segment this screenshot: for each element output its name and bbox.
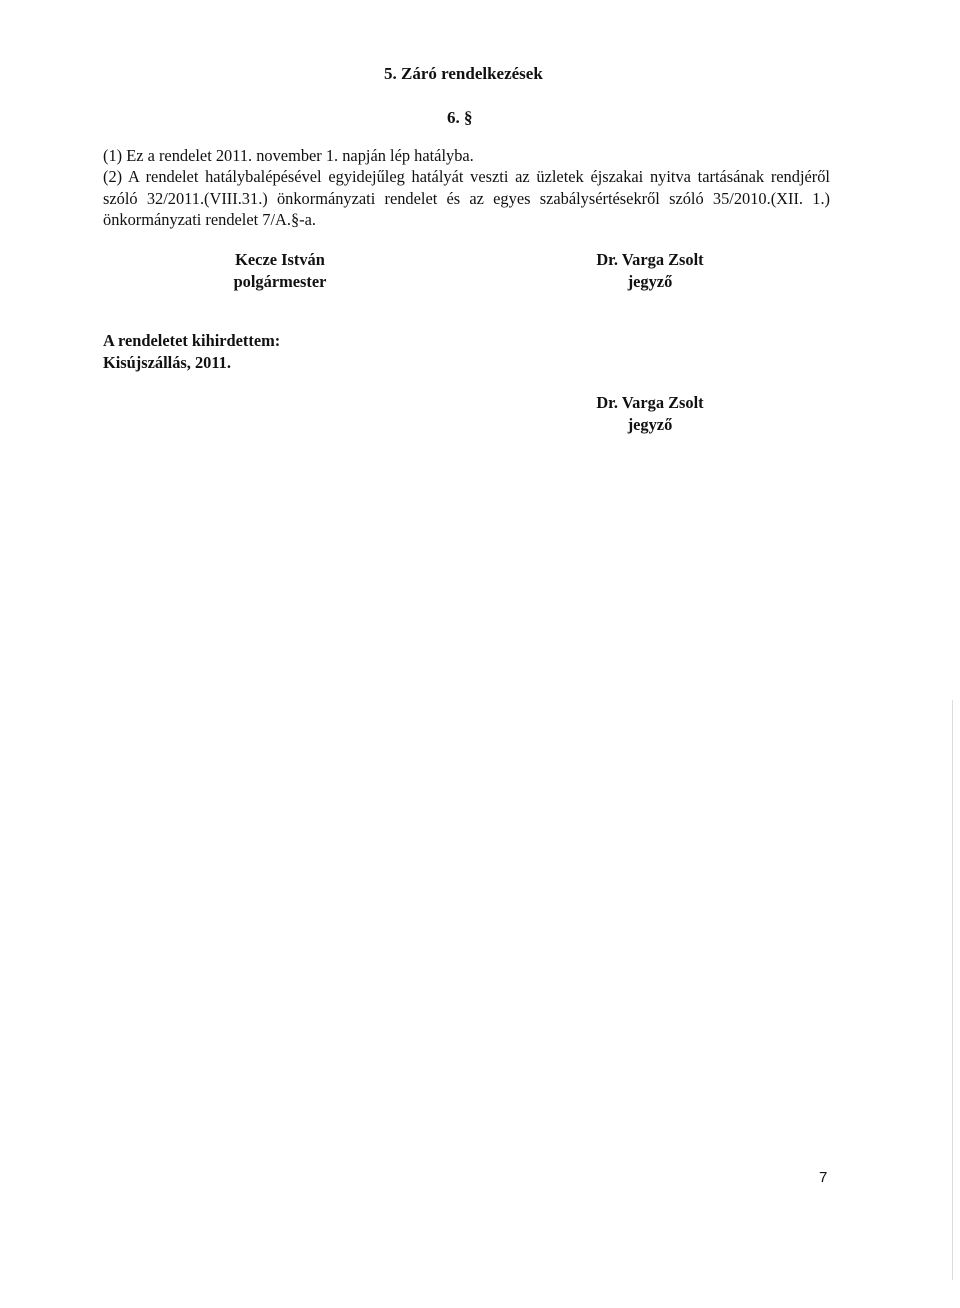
notary-signature-block bbox=[570, 249, 730, 293]
mayor-name: Kecze István bbox=[235, 250, 325, 269]
paragraph-1: (1) Ez a rendelet 2011. november 1. napján lép hatályba. bbox=[103, 146, 474, 165]
mayor-title: polgármester bbox=[233, 272, 327, 291]
announcement-line-2: Kisújszállás, 2011. bbox=[103, 353, 231, 372]
notary-name: Dr. Varga Zsolt bbox=[596, 250, 704, 269]
scan-edge-line bbox=[952, 700, 953, 1280]
announcement-block bbox=[103, 330, 280, 374]
page-number: 7 bbox=[819, 1169, 828, 1186]
announcement-line-1: A rendeletet kihirdettem: bbox=[103, 331, 281, 350]
final-signature-title: jegyző bbox=[627, 415, 673, 434]
final-signature-name: Dr. Varga Zsolt bbox=[596, 393, 704, 412]
paragraph-2: (2) A rendelet hatálybalépésével egyidejűleg hatályát veszti az üzletek éjszakai nyitva tartásának rendjéről szóló 32/2011.(VIII.31.) önkormányzati rendelet és az egyes szabálysértésekről szóló 35/2010.(XII. 1.) önkormányzati rendelet 7/A.§-a. bbox=[103, 167, 830, 229]
final-signature-block bbox=[570, 392, 730, 436]
paragraph-number: 6. § bbox=[447, 108, 473, 127]
section-heading: 5. Záró rendelkezések bbox=[384, 64, 543, 83]
notary-title: jegyző bbox=[627, 272, 673, 291]
mayor-signature-block bbox=[200, 249, 360, 293]
